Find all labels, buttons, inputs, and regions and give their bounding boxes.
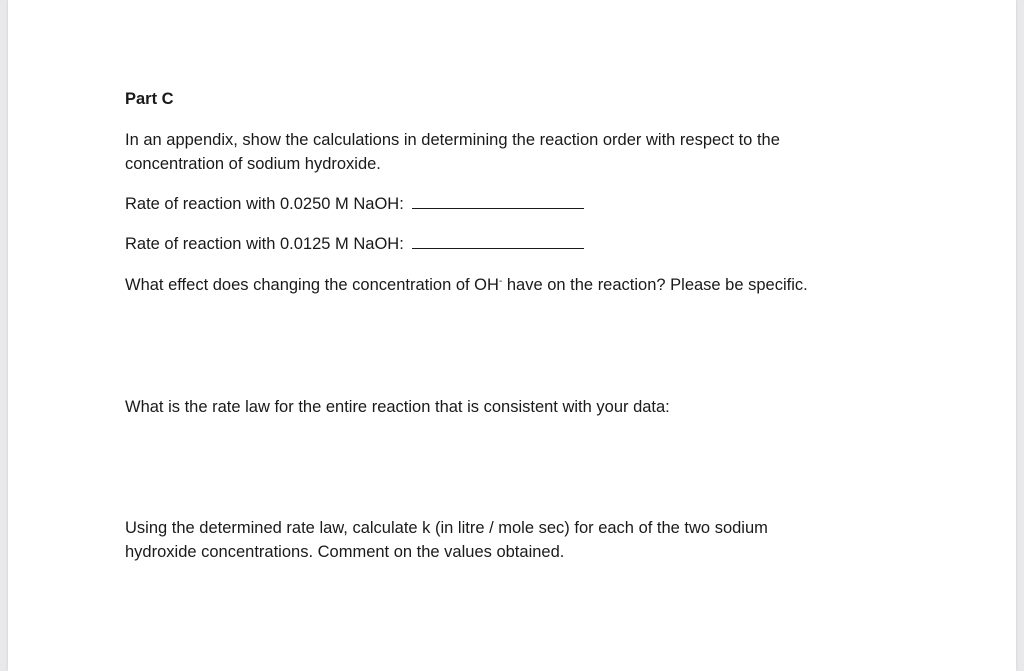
rate-low-answer-blank[interactable] bbox=[412, 232, 584, 249]
intro-line-1: In an appendix, show the calculations in determining the reaction order with respect to the bbox=[125, 131, 780, 149]
rate-low-label: Rate of reaction with 0.0125 M NaOH: bbox=[125, 235, 404, 253]
intro-line-2: concentration of sodium hydroxide. bbox=[125, 155, 381, 173]
question-rate-law: What is the rate law for the entire reaction that is consistent with your data: bbox=[125, 398, 670, 416]
rate-high-row bbox=[125, 192, 584, 216]
question-effect-superscript: - bbox=[498, 276, 503, 287]
question-k-line-1: Using the determined rate law, calculate k (in litre / mole sec) for each of the two sodium bbox=[125, 519, 768, 537]
part-heading: Part C bbox=[125, 90, 174, 108]
question-effect bbox=[125, 273, 808, 297]
rate-high-label: Rate of reaction with 0.0250 M NaOH: bbox=[125, 195, 404, 213]
question-effect-before: What effect does changing the concentration of OH bbox=[125, 276, 499, 294]
document-page bbox=[8, 0, 1016, 671]
question-k-line-2: hydroxide concentrations. Comment on the values obtained. bbox=[125, 543, 565, 561]
rate-high-answer-blank[interactable] bbox=[412, 192, 584, 209]
rate-low-row bbox=[125, 232, 584, 256]
question-effect-after: have on the reaction? Please be specific. bbox=[502, 276, 808, 294]
